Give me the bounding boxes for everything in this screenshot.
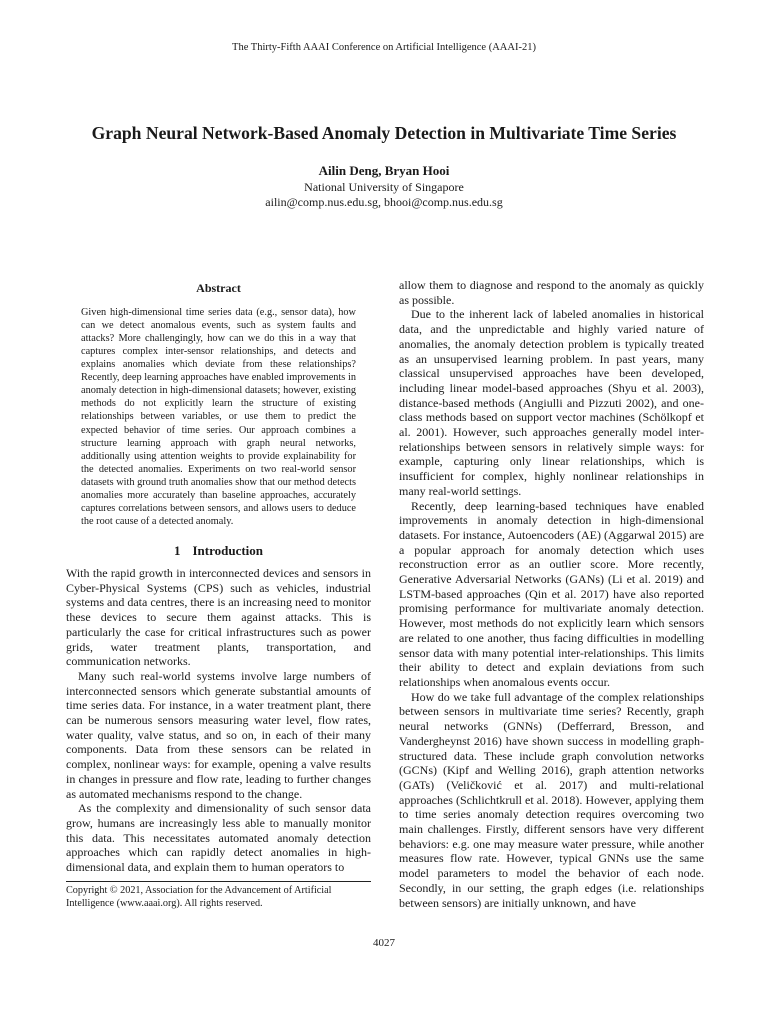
conference-header: The Thirty-Fifth AAAI Conference on Artificial Intelligence (AAAI-21): [232, 42, 536, 53]
intro-paragraph-4: Due to the inherent lack of labeled anomalies in historical data, and the unpredictable and highly varied nature of anomalies, the anomaly detection problem is typically treated as an unsupervised learning problem. In past years, many classical unsupervised approaches have been developed, including linear model-based approaches (Shyu et al. 2003), distance-based methods (Angiulli and Pizzuti 2002), and one-class methods based on support vector machines (Schölkopf et al. 2001). However, such approaches generally model inter-relationships between sensors in relatively simple ways: for example, capturing only linear relationships, which is insufficient for complex, highly nonlinear relationships in many real-world settings.: [399, 307, 704, 498]
section-heading-introduction: [66, 544, 371, 559]
intro-paragraph-2: Many such real-world systems involve large numbers of interconnected sensors which generate substantial amounts of time series data. For instance, in a water treatment plant, there can be numerous sensors measuring water level, flow rates, water quality, valve status, and so on, in each of their many components. Data from these sensors can be related in complex, nonlinear ways: for example, opening a valve results in changes in pressure and flow rate, leading to further changes as automated mechanisms respond to the change.: [66, 668, 371, 801]
intro-paragraph-5: Recently, deep learning-based techniques have enabled improvements in anomaly detection in high-dimensional datasets. For instance, Autoencoders (AE) (Aggarwal 2015) are a popular approach for anomaly detection which uses reconstruction error as an outlier score. More recently, Generative Adversarial Networks (GANs) (Li et al. 2019) and LSTM-based approaches (Qin et al. 2017) have also reported promising performance for multivariate anomaly detection. However, most methods do not explicitly learn which sensors are related to one another, thus facing difficulties in modelling sensor data with many potential inter-relationships. This limits their ability to detect and explain deviations from such relationships when anomalous events occur.: [399, 498, 704, 689]
author-names: Ailin Deng, Bryan Hooi: [318, 163, 450, 178]
right-column: [399, 278, 704, 910]
abstract-heading: Abstract: [196, 281, 241, 295]
section-title: Introduction: [192, 543, 264, 559]
intro-paragraph-3-continued: allow them to diagnose and respond to the anomaly as quickly as possible.: [399, 278, 704, 307]
intro-paragraph-3: As the complexity and dimensionality of such sensor data grow, humans are increasingly less able to manually monitor this data. This necessitates automated anomaly detection approaches which can rapidly detect anomalies in high-dimensional data, and explain them to human operators to: [66, 801, 371, 875]
author-affiliation: National University of Singapore: [304, 180, 464, 194]
intro-paragraph-6: How do we take full advantage of the complex relationships between sensors in multivariate time series? Recently, graph neural networks (GNNs) (Defferrard, Bresson, and Vandergheynst 2016) have shown success in modelling graph-structured data. These include graph convolution networks (GCNs) (Kipf and Welling 2016), graph attention networks (GATs) (Veličković et al. 2017) and multi-relational approaches (Schlichtkrull et al. 2018). However, applying them to time series anomaly detection requires overcoming two main challenges. Firstly, different sensors have very different behaviors: e.g. one may measure water pressure, while another measures flow rate. However, typical GNNs use the same model parameters to model the behavior of each node. Secondly, in our setting, the graph edges (i.e. relationships between sensors) are initially unknown, and have: [399, 689, 704, 910]
section-number: 1: [173, 543, 181, 559]
page-number: 4027: [373, 937, 395, 949]
intro-paragraph-1: With the rapid growth in interconnected devices and sensors in Cyber-Physical Systems (CPS) such as vehicles, industrial systems and data centres, there is an increasing need to monitor these devices to secure them against attacks. This is particularly the case for critical infrastructures such as power grids, water treatment plants, transportation, and communication networks.: [66, 566, 371, 669]
abstract-text: Given high-dimensional time series data (e.g., sensor data), how can we detect anomalous events, such as system faults and attacks? More challengingly, how can we do this in a way that captures complex inter-sensor relationships, and detects and explains anomalies which deviate from these relationships? Recently, deep learning approaches have enabled improvements in anomaly detection in high-dimensional datasets; however, existing methods do not explicitly learn the structure of existing relationships between variables, or use them to predict the expected behavior of time series. Our approach combines a structure learning approach with graph neural networks, additionally using attention weights to provide explainability for the detected anomalies. Experiments on two real-world sensor datasets with ground truth anomalies show that our method detects anomalies more accurately than baseline approaches, accurately captures correlations between sensors, and allows users to deduce the root cause of a detected anomaly.: [81, 306, 356, 528]
paper-title: Graph Neural Network-Based Anomaly Detection in Multivariate Time Series: [91, 123, 677, 143]
left-column: [66, 278, 371, 875]
author-emails: ailin@comp.nus.edu.sg, bhooi@comp.nus.edu.sg: [265, 195, 503, 209]
copyright-notice: Copyright © 2021, Association for the Advancement of Artificial Intelligence (www.aaai.org). All rights reserved.: [66, 881, 371, 910]
